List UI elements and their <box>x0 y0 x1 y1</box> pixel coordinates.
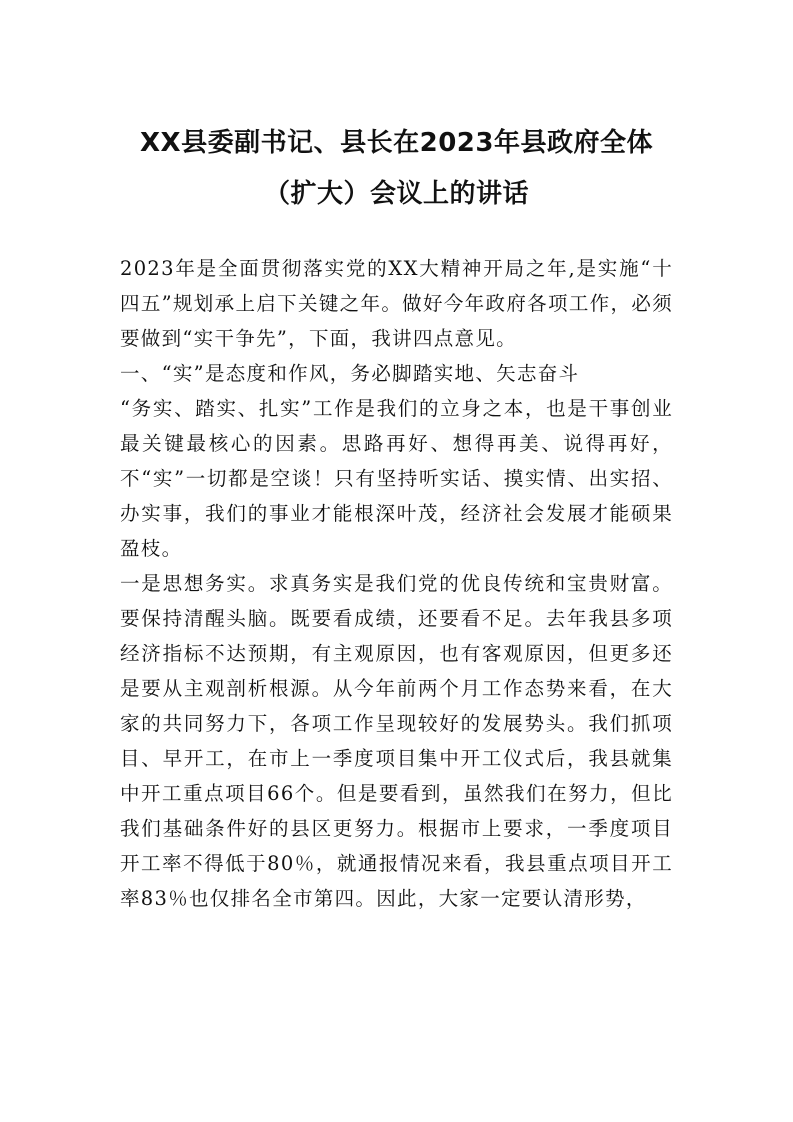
title-line-1: XX县委副书记、县长在2023年县政府全体 <box>140 128 653 158</box>
section-1-paragraph: “务实、踏实、扎实”工作是我们的立身之本，也是干事创业最关键最核心的因素。思路再好、想得再美、说得再好，不“实”一切都是空谈！只有坚持听实话、摸实情、出实招、办实事，我们的事业才能根深叶茂，经济社会发展才能硕果盈枝。 <box>120 397 673 560</box>
point-1-paragraph: 一是思想务实。求真务实是我们党的优良传统和宝贵财富。要保持清醒头脑。既要看成绩，还要看不足。去年我县多项经济指标不达预期，有主观原因，也有客观原因，但更多还是要从主观剖析根源。从今年前两个月工作态势来看，在大家的共同努力下，各项工作呈现较好的发展势头。我们抓项目、早开工，在市上一季度项目集中开工仪式后，我县就集中开工重点项目66个。但是要看到，虽然我们在努力，但比我们基础条件好的县区更努力。根据市上要求，一季度项目开工率不得低于80％，就通报情况来看，我县重点项目开工率83％也仅排名全市第四。因此，大家一定要认清形势， <box>120 572 673 910</box>
document-title <box>120 118 673 220</box>
document-body <box>120 251 673 916</box>
intro-paragraph: 2023年是全面贯彻落实党的XX大精神开局之年,是实施“十四五”规划承上启下关键之年。做好今年政府各项工作，必须要做到“实干争先”，下面，我讲四点意见。 <box>120 257 673 350</box>
title-line-2: （扩大）会议上的讲话 <box>263 179 529 209</box>
section-heading-1: 一、“实”是态度和作风，务必脚踏实地、矢志奋斗 <box>120 362 580 385</box>
